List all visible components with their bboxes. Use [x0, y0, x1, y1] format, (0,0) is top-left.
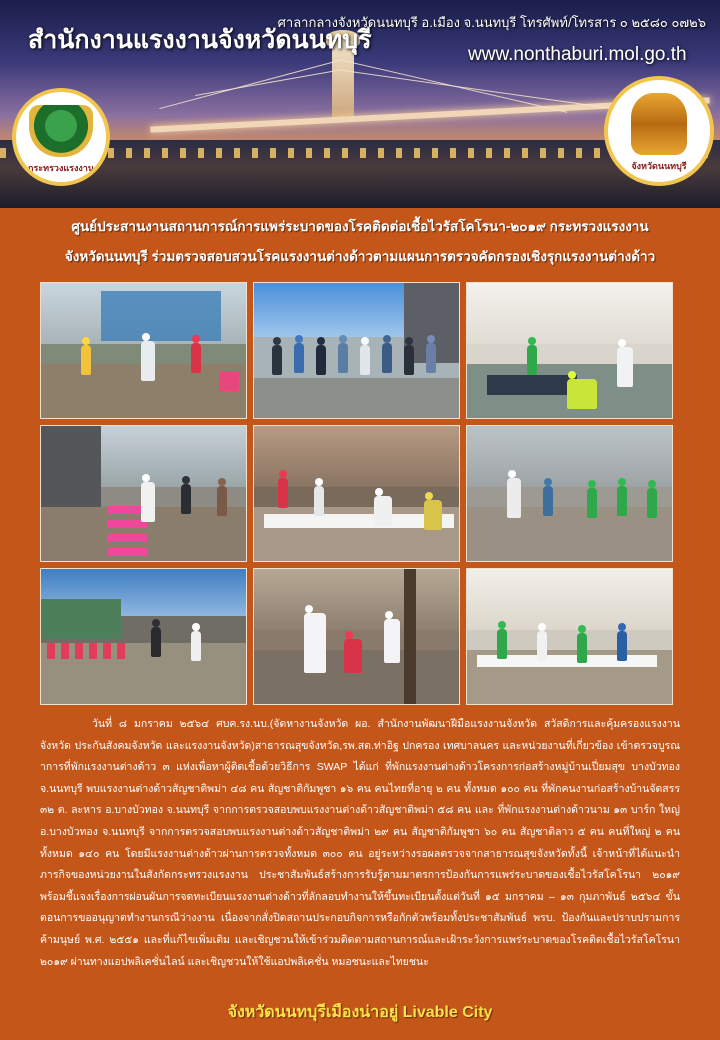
person-figure	[543, 486, 553, 516]
photo-screening-tent-outdoor[interactable]	[40, 282, 247, 419]
photo-pole	[404, 569, 416, 705]
person-figure	[338, 343, 348, 373]
photo-table	[487, 375, 577, 395]
nonthaburi-province-seal	[604, 76, 714, 186]
person-figure	[404, 345, 414, 375]
photo-tarp	[101, 291, 221, 341]
person-figure	[567, 379, 597, 409]
photo-tent-registration-tables[interactable]	[466, 282, 673, 419]
person-figure	[316, 345, 326, 375]
ministry-of-labour-logo	[12, 88, 110, 186]
person-figure	[141, 482, 155, 522]
person-figure	[141, 341, 155, 381]
person-figure	[617, 347, 633, 387]
province-emblem-icon	[631, 93, 687, 155]
bridge-cable	[195, 69, 343, 96]
office-address: ศาลากลางจังหวัดนนทบุรี อ.เมือง จ.นนทบุรี โทรศัพท์/โทรสาร ๐ ๒๕๘๐ ๐๗๒๖	[277, 15, 706, 30]
photo-ground	[254, 378, 459, 419]
person-figure	[384, 619, 400, 663]
person-figure	[497, 629, 507, 659]
person-figure	[217, 486, 227, 516]
news-body-paragraph: วันที่ ๘ มกราคม ๒๕๖๔ ศบค.รง.นบ.(จัดหางานจังหวัด ผอ. สำนักงานพัฒนาฝีมือแรงงานจังหวัด สวัสดิการและคุ้มครองแรงงานจังหวัด ประกันสังคมจังหวัด และแรงงานจังหวัด)สาธารณสุขจังหวัด,รพ.สต.ท่าอิฐ ปกครอง เทศบาลนคร และหน่วยงานที่เกี่ยวข้อง เข้าตรวจบูรณาการที่พักแรงงานต่างด้าว ๓ แห่งเพื่อหาผู้ติดเชื้อด้วยวิธีการ SWAP ได้แก่ ที่พักแรงงานต่างด้าวโครงการก่อสร้างหมู่บ้านเปี่ยมสุข บางบัวทอง จ.นนทบุรี พบแรงงานต่างด้าวสัญชาติพม่า ๔๘ คน สัญชาติกัมพูชา ๑๖ คน คนไทยที่อายุ ๒ คน ทั้งหมด ๑๐๐ คน ที่พักคนงานก่อสร้างบ้านจัดสรร ๓๒ ต. ละหาร อ.บางบัวทอง จ.นนทบุรี จากการตรวจสอบพบแรงงานต่างด้าวสัญชาติพม่า ๕๘ คน และ ที่พักแรงงานต่างด้าวนาม ๑๓ บาร์ก ใหญ่ อ.บางบัวทอง จ.นนทบุรี จากการตรวจสอบพบแรงงานต่างด้าวสัญชาติพม่า ๒๙ คน สัญชาติกัมพูชา ๖๐ คน สัญชาติลาว ๕ คน คนที่ใหญ่ ๒ คน ทั้งหมด ๑๔๐ คน โดยมีแรงงานต่างด้าวผ่านการตรวจทั้งหมด ๓๐๐ คน อยู่ระหว่างรอผลตรวจจากสาธารณสุขจังหวัดทั้งนี้ เจ้าหน้าที่ได้แนะนำภารกิจของหน่วยงานในสังกัดกระทรวงแรงงาน ประชาสัมพันธ์สร้างการรับรู้ตามมาตรการป้องกันการแพร่ระบาดของเชื้อไวรัสโคโรนา ๒๐๑๙ พร้อมชี้แจงเรื่องการผ่อนผันการจดทะเบียนแรงงานต่างด้าวที่ลักลอบทำงานให้ขึ้นทะเบียนตั้งแต่วันที่ ๑๕ มกราคม – ๑๓ กุมภาพันธ์ ๒๕๖๔ ขั้นตอนการขออนุญาตทำงานกรณีว่างงาน เนื่องจากสั่งปิดสถานประกอบกิจการหรือกักตัวพร้อมทั้งประชาสัมพันธ์ พรบ. ป้องกันและปราบปรามการค้ามนุษย์ พ.ศ. ๒๕๕๑ และที่แก้ไขเพิ่มเติม และเชิญชวนให้เข้าร่วมติดตามสถานการณ์และเฝ้าระวังการแพร่ระบาดของโรคติดเชื้อไวรัสโคโรนา ๒๐๑๙ ผ่านทางแอปพลิเคชั่นไลน์ และเชิญชวนให้ใช้แอปพลิเคชั่น หมอชนะและไทยชนะ	[40, 718, 680, 968]
photo-tent-roof	[467, 569, 672, 630]
photo-ground	[467, 507, 672, 561]
person-figure	[382, 343, 392, 373]
photo-fence	[467, 426, 672, 487]
photo-tent-swab-line[interactable]	[466, 568, 673, 705]
photo-swab-tables-shed[interactable]	[253, 425, 460, 562]
photo-group-officials[interactable]	[253, 282, 460, 419]
person-figure	[577, 633, 587, 663]
person-figure	[587, 488, 597, 518]
news-headline	[0, 212, 720, 272]
person-figure	[617, 486, 627, 516]
photo-ppe-swab-station[interactable]	[253, 568, 460, 705]
headline-line-1: ศูนย์ประสานงานสถานการณ์การแพร่ระบาดของโรคติดต่อเชื้อไวรัสโคโรนา-๒๐๑๙ กระทรวงแรงงาน	[71, 219, 649, 234]
person-figure	[278, 478, 288, 508]
person-figure	[294, 343, 304, 373]
photo-tent-roof	[467, 283, 672, 344]
photo-chair-row	[47, 643, 127, 659]
person-figure	[191, 343, 201, 373]
person-figure	[424, 500, 442, 530]
photo-queue-pink-chairs[interactable]	[40, 425, 247, 562]
photo-chair	[219, 371, 239, 391]
person-figure	[426, 343, 436, 373]
person-figure	[647, 488, 657, 518]
website-link[interactable]: www.nonthaburi.mol.go.th	[468, 44, 687, 65]
province-slogan: จังหวัดนนทบุรีเมืองน่าอยู่ Livable City	[227, 1004, 493, 1021]
photo-street-chairs-evening[interactable]	[40, 568, 247, 705]
person-figure	[527, 345, 537, 375]
photo-wall	[254, 569, 459, 630]
person-figure	[81, 345, 91, 375]
photo-grid	[40, 282, 674, 706]
photo-building	[41, 599, 121, 639]
person-figure	[360, 345, 370, 375]
person-figure	[272, 345, 282, 375]
person-figure	[374, 496, 392, 526]
province-seal-caption: จังหวัดนนทบุรี	[631, 161, 687, 171]
person-figure	[344, 639, 362, 673]
person-figure	[537, 631, 547, 661]
person-figure	[314, 486, 324, 516]
person-figure	[151, 627, 161, 657]
person-figure	[304, 613, 326, 673]
person-figure	[617, 631, 627, 661]
header-banner	[0, 0, 720, 208]
ministry-logo-caption: กระทรวงแรงงาน	[28, 163, 94, 173]
person-figure	[181, 484, 191, 514]
person-figure	[507, 478, 521, 518]
bridge-cable	[343, 70, 640, 113]
site-title: สำนักงานแรงงานจังหวัดนนทบุรี	[28, 26, 372, 54]
photo-workers-queue-fence[interactable]	[466, 425, 673, 562]
person-figure	[191, 631, 201, 661]
headline-line-2: จังหวัดนนทบุรี ร่วมตรวจสอบสวนโรคแรงงานต่างด้าวตามแผนการตรวจคัดกรองเชิงรุกแรงงานต่างด้าว	[64, 249, 656, 264]
ministry-emblem-icon	[29, 105, 93, 157]
